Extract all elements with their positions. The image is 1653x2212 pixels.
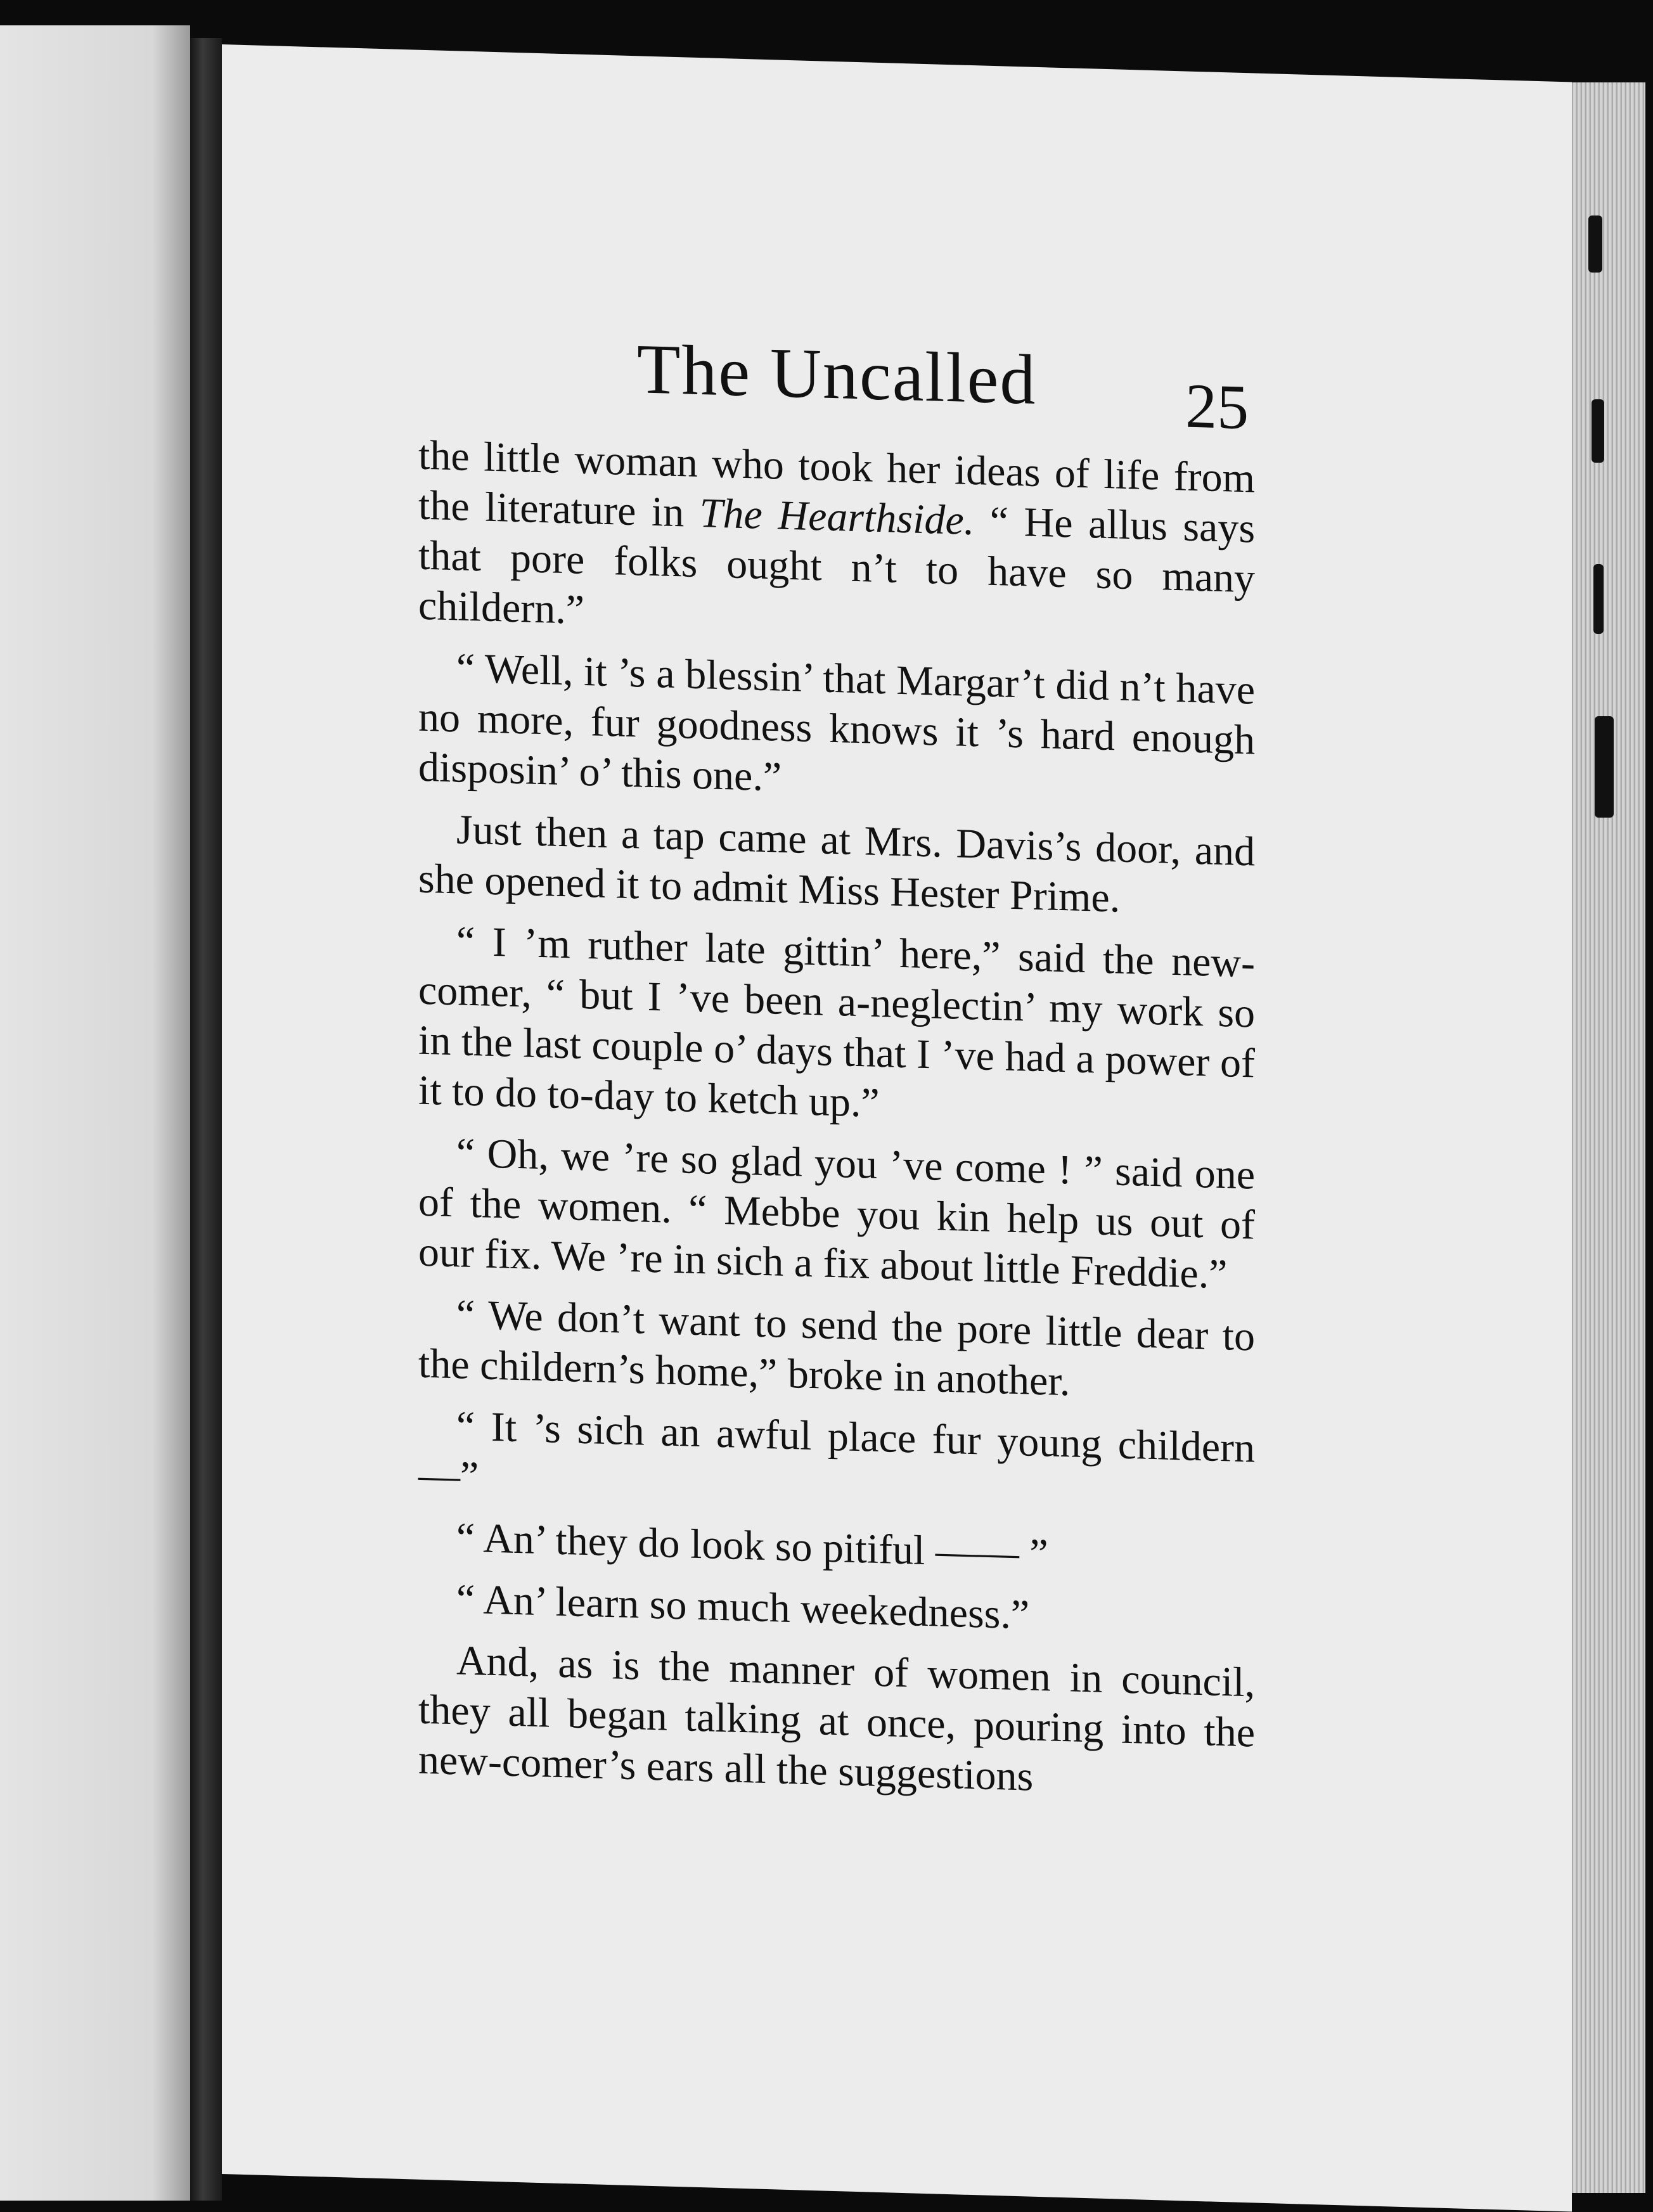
- paragraph: “ An’ learn so much weekedness.”: [456, 1576, 1030, 1638]
- book-page: [222, 44, 1572, 2211]
- facing-page-edge: [0, 25, 190, 2201]
- paragraph: “ Well, it ’s a blessin’ that Margar’t did n’t have no more, fur goodness knows it ’s hard enough disposin’ o’ this one.”: [418, 645, 1255, 801]
- paragraph: “ Oh, we ’re so glad you ’ve come ! ” said one of the women. “ Mebbe you kin help us out of our fix. We ’re in sich a fix about little Freddie.”: [418, 1129, 1255, 1298]
- paragraph: Just then a tap came at Mrs. Davis’s door, and she opened it to admit Miss Hester Prime.: [418, 806, 1255, 922]
- edge-ink-mark: [1593, 564, 1604, 634]
- paragraph: “ We don’t want to send the pore little dear to the childern’s home,” broke in another.: [418, 1291, 1255, 1405]
- edge-ink-mark: [1592, 399, 1604, 463]
- edge-ink-mark: [1595, 716, 1614, 818]
- paragraph: And, as is the manner of women in council, they all began talking at once, pouring into the new-comer’s ears all the suggestions: [418, 1637, 1255, 1800]
- paragraph: the little woman who took her ideas of life from the literature in The Hearthside. “ He allus says that pore folks ought n’t to have so many childern.”: [418, 432, 1256, 633]
- running-title: The Uncalled: [637, 330, 1037, 420]
- paragraph: “ It ’s sich an awful place fur young childern —”: [418, 1403, 1255, 1500]
- edge-ink-mark: [1588, 215, 1602, 273]
- page-number: 25: [1185, 370, 1249, 443]
- book-gutter: [190, 38, 222, 2201]
- paragraph: “ I ’m ruther late gittin’ here,” said the new-comer, “ but I ’ve been a-neglectin’ my work so in the last couple o’ days that I ’ve had a power of it to do to-day to ketch up.”: [418, 918, 1255, 1126]
- body-text: [418, 430, 1255, 1820]
- page-stack-edge: [1566, 82, 1645, 2193]
- paragraph: “ An’ they do look so pitiful —— ”: [456, 1514, 1048, 1578]
